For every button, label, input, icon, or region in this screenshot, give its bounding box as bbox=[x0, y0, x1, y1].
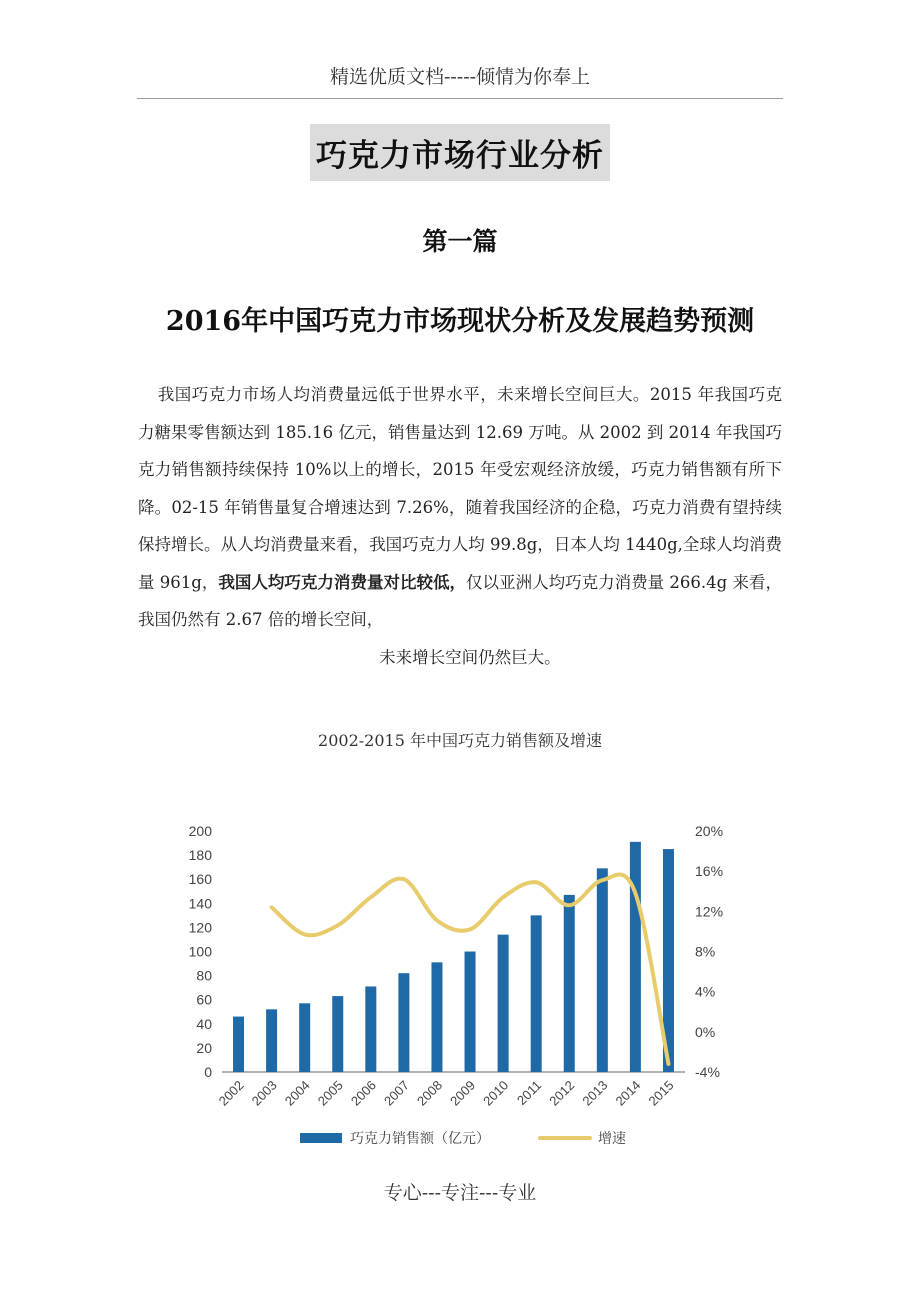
y-left-tick-label: 140 bbox=[188, 895, 212, 912]
y-right-tick-label: 4% bbox=[695, 983, 716, 1000]
y-right-tick-label: 16% bbox=[695, 863, 724, 880]
x-tick-label: 2012 bbox=[546, 1077, 578, 1109]
y-left-tick-label: 180 bbox=[188, 847, 212, 864]
x-tick-label: 2004 bbox=[281, 1077, 313, 1109]
bar-2002 bbox=[233, 1017, 244, 1072]
sales-growth-chart bbox=[150, 808, 750, 1160]
document-title: 巧克力市场行业分析 bbox=[310, 124, 610, 181]
y-left-tick-label: 60 bbox=[196, 991, 212, 1008]
legend-line-label: 增速 bbox=[598, 1130, 626, 1146]
y-left-tick-label: 0 bbox=[204, 1064, 212, 1080]
y-right-tick-label: -4% bbox=[695, 1064, 720, 1080]
y-left-tick-label: 40 bbox=[196, 1015, 212, 1032]
part-heading: 第一篇 bbox=[422, 227, 498, 256]
y-right-tick-label: 20% bbox=[695, 823, 724, 839]
bar-2010 bbox=[498, 935, 509, 1072]
paragraph-bold-text: 我国人均巧克力消费量对比较低， bbox=[218, 572, 467, 592]
legend-bar-swatch bbox=[300, 1133, 342, 1143]
x-tick-label: 2008 bbox=[414, 1077, 446, 1109]
page-header: 精选优质文档-----倾情为你奉上 bbox=[329, 66, 591, 88]
body-paragraph bbox=[138, 376, 782, 676]
y-left-tick-label: 160 bbox=[188, 871, 212, 888]
x-tick-label: 2015 bbox=[645, 1077, 677, 1109]
header-divider bbox=[137, 98, 783, 99]
y-right-tick-label: 0% bbox=[695, 1023, 716, 1040]
y-left-tick-label: 80 bbox=[196, 967, 212, 984]
bar-2006 bbox=[365, 986, 376, 1072]
y-left-tick-label: 200 bbox=[188, 823, 212, 839]
x-tick-label: 2014 bbox=[612, 1077, 644, 1109]
x-tick-label: 2003 bbox=[248, 1077, 280, 1109]
bar-2007 bbox=[398, 973, 409, 1072]
paragraph-last-line: 未来增长空间仍然巨大。 bbox=[379, 647, 561, 667]
x-tick-label: 2006 bbox=[347, 1077, 379, 1109]
y-right-tick-label: 8% bbox=[695, 943, 716, 960]
bar-2005 bbox=[332, 996, 343, 1072]
x-tick-label: 2011 bbox=[513, 1077, 545, 1108]
y-left-tick-label: 100 bbox=[188, 943, 212, 960]
paragraph-text: 我国巧克力市场人均消费量远低于世界水平，未来增长空间巨大。2015 年我国巧克力糖果零售额达到 185.16 亿元，销售量达到 12.69 万吨。从 2002 到 2014 年我国巧克力销售额持续保持 10%以上的增长，2015 年受宏观经济放缓，巧克力销售额有所下降。02-15 年销售量复合增速达到 7.26%，随着我国经济的企稳，巧克力消费有望持续保持增长。从人均消费量来看，我国巧克力人均 99.8g，日本人均 1440g,全球人均消费量 961g， bbox=[138, 385, 782, 592]
x-tick-label: 2010 bbox=[480, 1077, 512, 1109]
bar-2012 bbox=[564, 895, 575, 1072]
chart-caption: 2002-2015 年中国巧克力销售额及增速 bbox=[318, 731, 602, 750]
bar-2013 bbox=[597, 868, 608, 1072]
y-right-tick-label: 12% bbox=[695, 903, 724, 920]
bar-2011 bbox=[531, 915, 542, 1072]
x-tick-label: 2007 bbox=[380, 1077, 413, 1109]
bar-2004 bbox=[299, 1003, 310, 1072]
legend-bar-label: 巧克力销售额（亿元） bbox=[350, 1130, 490, 1146]
bar-2014 bbox=[630, 842, 641, 1072]
x-tick-label: 2009 bbox=[447, 1077, 479, 1109]
x-tick-label: 2013 bbox=[579, 1077, 611, 1109]
y-left-tick-label: 120 bbox=[188, 919, 212, 936]
bar-2003 bbox=[266, 1009, 277, 1072]
section-title: 2016年中国巧克力市场现状分析及发展趋势预测 bbox=[165, 306, 755, 337]
paragraph-text-after: 仅以亚洲人均巧克力消费量 266.4g 来看，我国仍然有 2.67 倍的增长空间， bbox=[138, 572, 782, 629]
y-left-tick-label: 20 bbox=[196, 1039, 212, 1056]
x-tick-label: 2002 bbox=[215, 1077, 247, 1109]
bar-2009 bbox=[465, 952, 476, 1073]
bar-2008 bbox=[431, 962, 442, 1072]
x-tick-label: 2005 bbox=[314, 1077, 346, 1109]
page-footer: 专心---专注---专业 bbox=[383, 1182, 537, 1204]
